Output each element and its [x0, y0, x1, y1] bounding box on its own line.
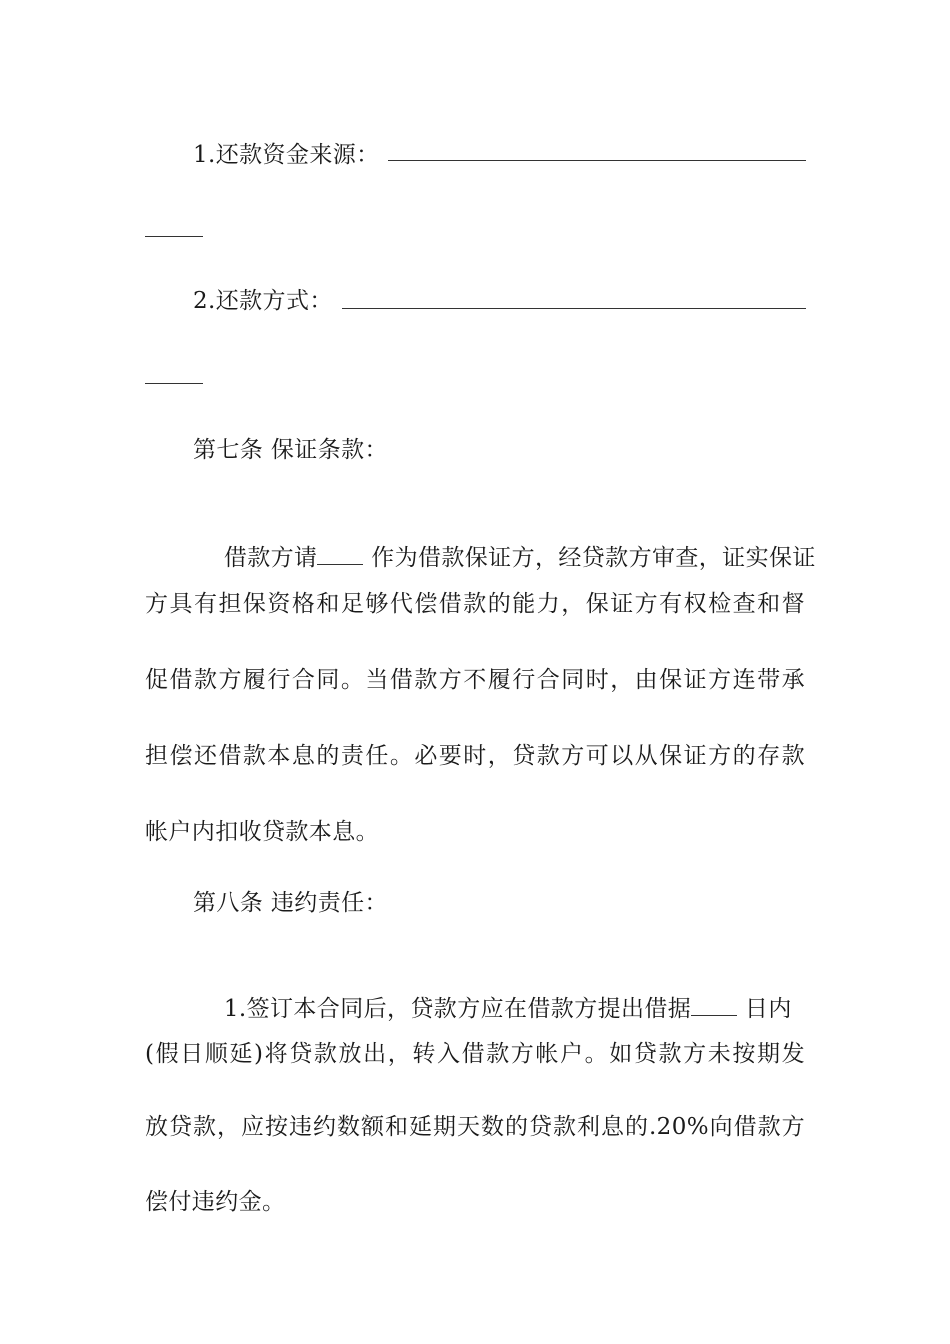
article8-line1-start: 1.签订本合同后，贷款方应在借款方提出借据 [223, 996, 692, 1022]
article8-line1 [193, 961, 792, 1022]
guarantor-blank[interactable] [317, 544, 363, 565]
article7-line2: 方具有担保资格和足够代偿借款的能力，保证方有权检查和督 [145, 591, 805, 617]
article7-line1-start: 借款方请 [223, 545, 318, 571]
article7-line1 [193, 510, 816, 571]
repayment-source-blank[interactable] [388, 160, 806, 161]
article7-line5: 帐户内扣收贷款本息。 [145, 819, 379, 845]
article8-line3: 放贷款，应按违约数额和延期天数的贷款利息的.20%向借款方 [145, 1114, 805, 1140]
article7-line3: 促借款方履行合同。当借款方不履行合同时，由保证方连带承 [145, 667, 805, 693]
repayment-source-blank-continued[interactable] [145, 236, 203, 237]
article8-heading: 第八条 违约责任： [193, 890, 388, 916]
article7-line4: 担偿还借款本息的责任。必要时，贷款方可以从保证方的存款 [145, 743, 805, 769]
repayment-source-label: 1.还款资金来源： [193, 142, 380, 168]
article7-line1-end: 作为借款保证方，经贷款方审查，证实保证 [363, 545, 816, 571]
article8-line1-end: 日内 [737, 996, 792, 1022]
article8-line2: (假日顺延)将贷款放出，转入借款方帐户。如贷款方未按期发 [145, 1041, 805, 1067]
days-blank[interactable] [691, 995, 737, 1016]
article7-heading: 第七条 保证条款： [193, 437, 388, 463]
repayment-method-blank[interactable] [342, 308, 806, 309]
article8-line4: 偿付违约金。 [145, 1189, 286, 1215]
repayment-method-label: 2.还款方式： [193, 288, 333, 314]
repayment-method-blank-continued[interactable] [145, 383, 203, 384]
